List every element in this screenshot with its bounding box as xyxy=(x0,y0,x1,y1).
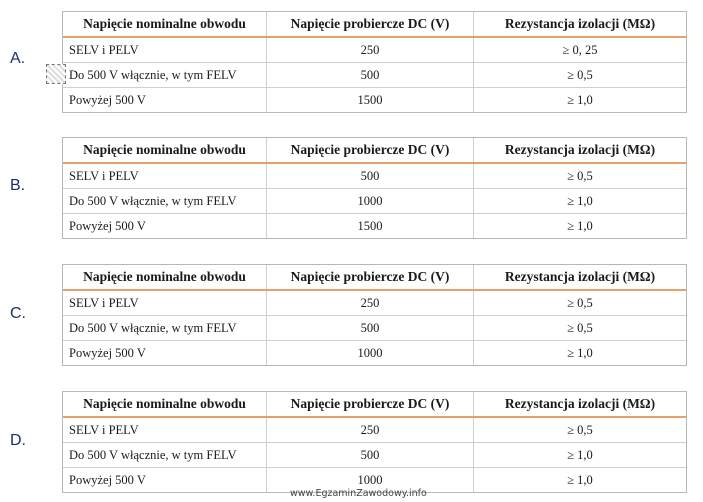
cell-resistance: ≥ 1,0 xyxy=(567,92,593,107)
header-test-voltage: Napięcie probiercze DC (V) xyxy=(267,392,474,416)
cell-resistance: ≥ 0,5 xyxy=(567,168,593,183)
header-nominal-voltage: Napięcie nominalne obwodu xyxy=(63,265,267,289)
table-row xyxy=(63,38,686,62)
option-a-label[interactable]: A. xyxy=(10,50,26,67)
table-header-row xyxy=(63,265,686,291)
cell-circuit: Powyżej 500 V xyxy=(63,468,267,492)
cell-voltage: 1500 xyxy=(267,214,474,238)
cell-circuit: Do 500 V włącznie, w tym FELV xyxy=(63,443,267,467)
cell-circuit: Powyżej 500 V xyxy=(63,214,267,238)
cell-circuit: Do 500 V włącznie, w tym FELV xyxy=(63,316,267,340)
header-test-voltage: Napięcie probiercze DC (V) xyxy=(267,138,474,162)
cell-resistance: ≥ 0,5 xyxy=(567,320,593,335)
cell-circuit: SELV i PELV xyxy=(63,164,267,188)
header-insulation-resistance: Rezystancja izolacji (MΩ) xyxy=(504,142,656,157)
table-row xyxy=(63,62,686,87)
header-test-voltage: Napięcie probiercze DC (V) xyxy=(267,265,474,289)
cell-resistance: ≥ 0,5 xyxy=(567,295,593,310)
option-d-table xyxy=(62,391,687,493)
cell-resistance: ≥ 0,5 xyxy=(567,422,593,437)
table-row xyxy=(63,418,686,442)
cell-voltage: 250 xyxy=(267,418,474,442)
table-row xyxy=(63,442,686,467)
table-row xyxy=(63,188,686,213)
cell-circuit: Powyżej 500 V xyxy=(63,341,267,365)
option-b-label[interactable]: B. xyxy=(10,177,26,194)
table-header-row xyxy=(63,392,686,418)
header-insulation-resistance: Rezystancja izolacji (MΩ) xyxy=(504,269,656,284)
cell-circuit: Do 500 V włącznie, w tym FELV xyxy=(63,63,267,87)
table-row xyxy=(63,164,686,188)
cell-resistance: ≥ 1,0 xyxy=(567,447,593,462)
table-row xyxy=(63,213,686,238)
cell-voltage: 250 xyxy=(267,291,474,315)
option-d-label[interactable]: D. xyxy=(10,432,26,449)
option-c-table xyxy=(62,264,687,366)
table-header-row xyxy=(63,12,686,38)
cell-voltage: 500 xyxy=(267,164,474,188)
site-watermark: www.EgzaminZawodowy.info xyxy=(290,488,427,499)
cell-resistance: ≥ 0,5 xyxy=(567,67,593,82)
header-nominal-voltage: Napięcie nominalne obwodu xyxy=(63,12,267,36)
broken-image-icon xyxy=(46,64,66,84)
table-row xyxy=(63,291,686,315)
table-header-row xyxy=(63,138,686,164)
cell-circuit: SELV i PELV xyxy=(63,291,267,315)
cell-voltage: 500 xyxy=(267,63,474,87)
option-c-label[interactable]: C. xyxy=(10,305,26,322)
cell-voltage: 1000 xyxy=(267,341,474,365)
cell-circuit: Do 500 V włącznie, w tym FELV xyxy=(63,189,267,213)
option-b-table xyxy=(62,137,687,239)
header-nominal-voltage: Napięcie nominalne obwodu xyxy=(63,138,267,162)
cell-voltage: 1000 xyxy=(267,189,474,213)
cell-resistance: ≥ 0, 25 xyxy=(562,42,598,57)
header-insulation-resistance: Rezystancja izolacji (MΩ) xyxy=(504,396,656,411)
header-nominal-voltage: Napięcie nominalne obwodu xyxy=(63,392,267,416)
cell-voltage: 1500 xyxy=(267,88,474,112)
cell-voltage: 250 xyxy=(267,38,474,62)
cell-circuit: Powyżej 500 V xyxy=(63,88,267,112)
cell-circuit: SELV i PELV xyxy=(63,38,267,62)
cell-voltage: 1000 xyxy=(267,468,474,492)
cell-circuit: SELV i PELV xyxy=(63,418,267,442)
table-row xyxy=(63,340,686,365)
option-a-table xyxy=(62,11,687,113)
table-row xyxy=(63,315,686,340)
table-row xyxy=(63,87,686,112)
cell-voltage: 500 xyxy=(267,443,474,467)
cell-voltage: 500 xyxy=(267,316,474,340)
cell-resistance: ≥ 1,0 xyxy=(567,218,593,233)
cell-resistance: ≥ 1,0 xyxy=(567,193,593,208)
cell-resistance: ≥ 1,0 xyxy=(567,345,593,360)
header-insulation-resistance: Rezystancja izolacji (MΩ) xyxy=(504,16,656,31)
cell-resistance: ≥ 1,0 xyxy=(567,472,593,487)
header-test-voltage: Napięcie probiercze DC (V) xyxy=(267,12,474,36)
